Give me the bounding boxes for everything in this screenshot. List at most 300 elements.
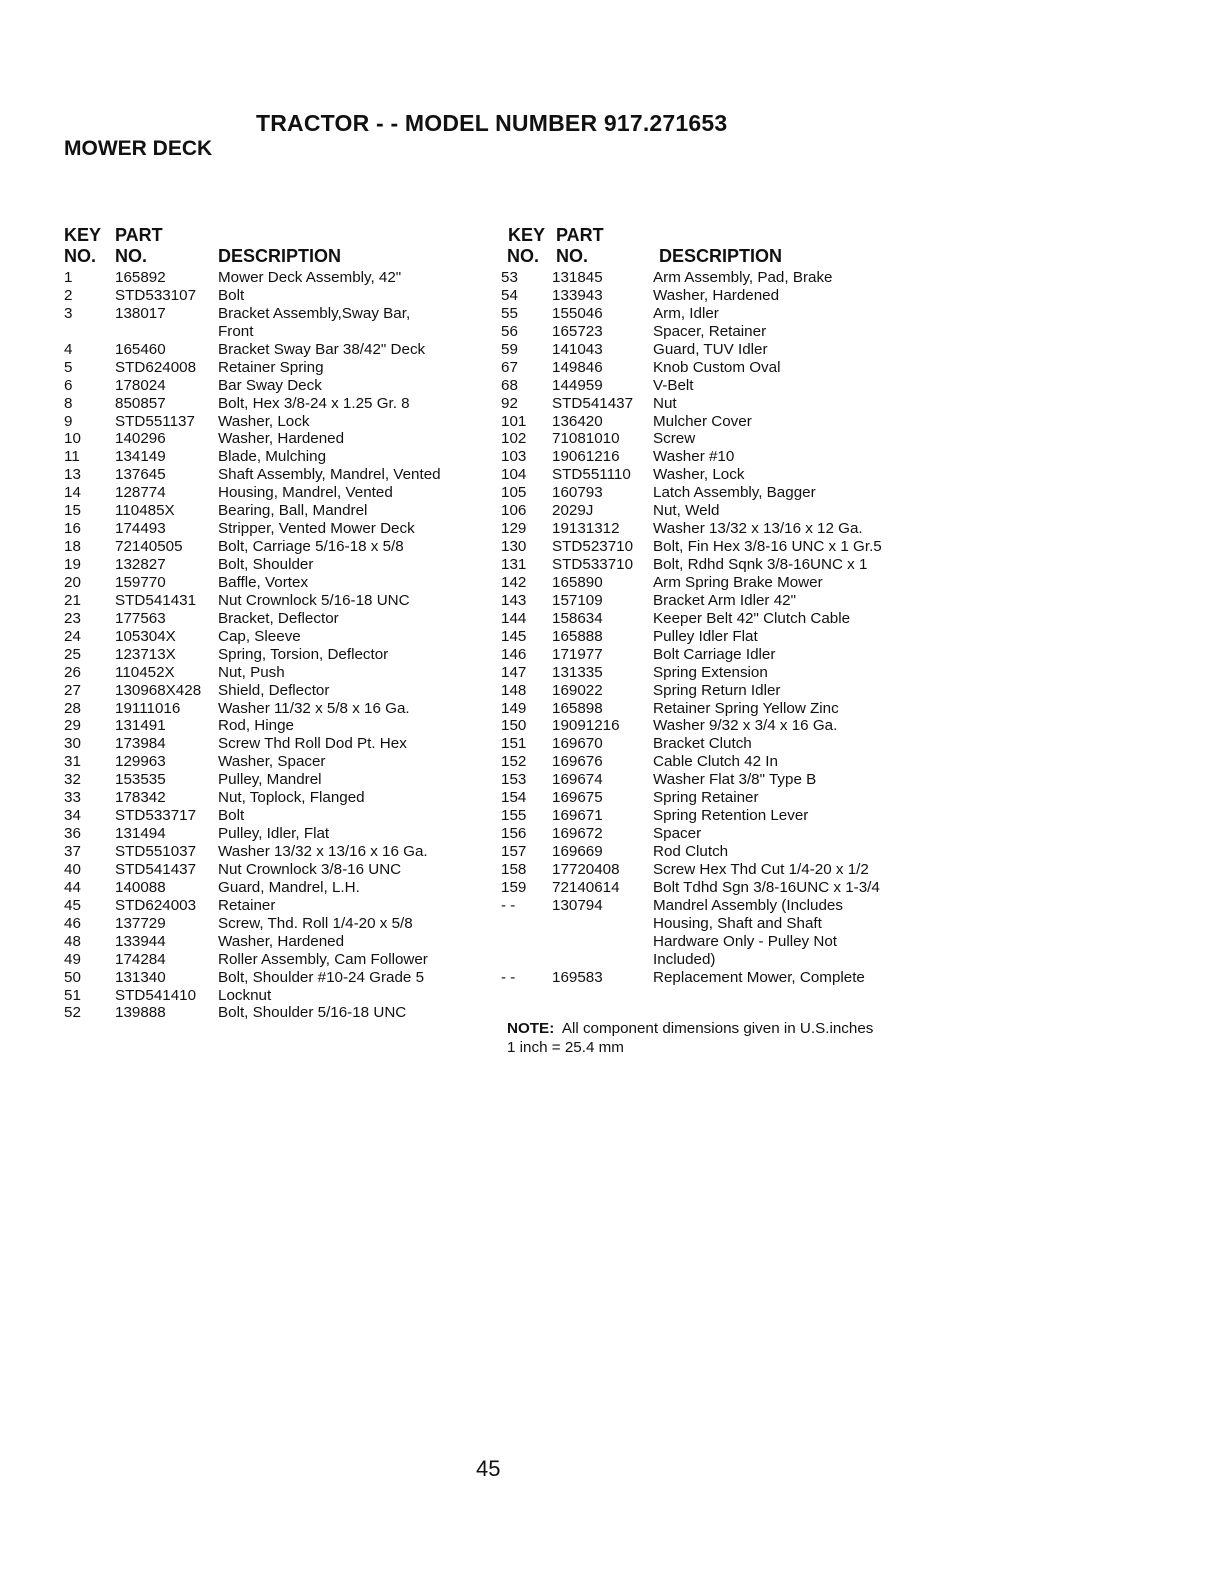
part-number: 155046 [552,304,603,322]
table-row [64,538,494,556]
table-row [501,520,921,538]
part-header-line1: PART [556,225,604,245]
part-description: Bolt, Shoulder 5/16-18 UNC [218,1004,407,1022]
table-row [64,951,494,969]
key-number: 158 [501,860,527,878]
key-header-line1: KEY [64,225,102,245]
part-description: Screw, Thd. Roll 1/4-20 x 5/8 [218,914,413,932]
note-text: All component dimensions given in U.S.inches [561,1020,874,1037]
part-number: 165460 [115,340,166,358]
key-number: 36 [64,825,81,843]
part-number: STD533717 [115,807,197,825]
table-row [501,287,921,305]
part-description: Washer 13/32 x 13/16 x 16 Ga. [218,843,428,860]
part-description: Washer 9/32 x 3/4 x 16 Ga. [653,717,838,735]
key-number: 157 [501,843,527,860]
part-number: STD523710 [552,538,634,556]
part-description: Bracket Assembly,Sway Bar, [218,304,411,322]
part-number: 140296 [115,430,166,448]
part-description: Bracket Arm Idler 42" [653,591,796,609]
table-row [501,413,921,431]
part-description: Arm, Idler [653,304,719,322]
key-number: 68 [501,376,518,394]
part-description: Keeper Belt 42" Clutch Cable [653,609,851,627]
part-description: Spacer [653,825,702,843]
part-number: 157109 [552,591,603,609]
key-number: 59 [501,340,518,358]
part-description: Baffle, Vortex [218,573,309,591]
part-number: 134149 [115,448,166,466]
table-row [501,753,921,771]
table-row [64,448,494,466]
part-description: Pulley, Idler, Flat [218,825,330,843]
part-number: 131491 [115,717,166,735]
part-description: Knob Custom Oval [653,358,781,376]
part-description: Washer #10 [653,448,735,466]
table-row [64,825,494,843]
part-description: Washer Flat 3/8" Type B [653,771,817,789]
table-row [501,592,921,610]
page-number: 45 [476,1456,501,1481]
key-number: 159 [501,878,527,896]
part-number: 72140505 [115,538,183,556]
part-number: 130968X428 [115,681,202,699]
key-number: 153 [501,771,527,789]
part-number: 17720408 [552,860,620,878]
part-number: 19131312 [552,520,620,538]
table-row [64,466,494,484]
table-row [64,717,494,735]
table-row [501,933,921,951]
part-description: Spring Retention Lever [653,807,809,825]
part-description: Hardware Only - Pulley Not [653,932,838,950]
key-number: 56 [501,322,518,340]
part-number: 165723 [552,322,603,340]
part-description: V-Belt [653,376,694,394]
table-row [501,700,921,718]
part-description: Shield, Deflector [218,681,330,699]
table-row [64,556,494,574]
part-description: Guard, Mandrel, L.H. [218,878,360,896]
table-row [64,574,494,592]
key-number: 54 [501,286,518,304]
key-number: 25 [64,645,81,663]
part-number: STD533107 [115,286,197,304]
part-number: 169676 [552,753,603,771]
table-row [64,502,494,520]
table-row [501,879,921,897]
part-description: Bolt Carriage Idler [653,645,776,663]
table-row [501,538,921,556]
table-row [64,323,494,341]
key-number: - - [501,896,516,914]
section-title: MOWER DECK [64,137,213,160]
table-row [64,789,494,807]
part-description: Bolt, Shoulder #10-24 Grade 5 [218,968,425,986]
part-number: 19061216 [552,448,620,466]
part-number: 165892 [115,269,166,286]
table-row [501,502,921,520]
part-description: Nut, Weld [653,502,720,520]
key-number: 92 [501,394,518,412]
key-number: 30 [64,735,81,753]
part-number: 71081010 [552,430,620,448]
part-description: Washer, Lock [218,412,310,430]
key-header-line2: NO. [64,246,97,266]
part-description: Cable Clutch 42 In [653,753,778,771]
part-number: 131335 [552,663,603,681]
part-description: Housing, Shaft and Shaft [653,914,822,932]
key-number: 15 [64,502,81,520]
table-row [64,287,494,305]
key-number: 143 [501,591,527,609]
parts-table-right [501,225,921,987]
table-row [64,1004,494,1022]
part-number: 131494 [115,825,166,843]
table-row [501,323,921,341]
table-row [501,843,921,861]
key-number: 8 [64,394,73,412]
part-description: Arm Spring Brake Mower [653,573,823,591]
part-description: Roller Assembly, Cam Follower [218,950,428,968]
part-number: 178024 [115,376,166,394]
part-description: Spring Return Idler [653,681,781,699]
table-row [501,377,921,395]
part-number: 131845 [552,269,603,286]
table-row [64,897,494,915]
part-number: 110485X [115,502,175,520]
part-description: Nut Crownlock 3/8-16 UNC [218,860,402,878]
key-number: 145 [501,627,527,645]
part-number: 138017 [115,304,166,322]
part-number: 165890 [552,573,603,591]
key-number: 3 [64,304,73,322]
part-description: Spring Extension [653,663,768,681]
key-number: 18 [64,538,81,556]
table-row [64,915,494,933]
key-number: 4 [64,340,73,358]
part-description: Washer, Spacer [218,753,326,771]
part-number: 174493 [115,520,166,538]
key-number: 21 [64,591,81,609]
table-row [501,771,921,789]
key-number: 19 [64,556,81,573]
key-number: 27 [64,681,81,699]
key-number: 67 [501,358,518,376]
part-number: 130794 [552,896,603,914]
table-row [64,430,494,448]
key-number: 146 [501,645,527,663]
part-number: 169674 [552,771,603,789]
part-number: 149846 [552,358,603,376]
table-row [64,700,494,718]
key-number: 149 [501,699,527,717]
key-number: 50 [64,968,81,986]
part-number: 169672 [552,825,603,843]
key-number: 105 [501,484,527,502]
part-description: Retainer [218,896,276,914]
part-number: 178342 [115,789,166,807]
part-description: Bolt, Fin Hex 3/8-16 UNC x 1 Gr.5 [653,538,882,556]
part-header-line2: NO. [556,246,589,266]
part-description: Bolt Tdhd Sgn 3/8-16UNC x 1-3/4 [653,878,880,896]
part-description: Guard, TUV Idler [653,340,768,358]
part-description: Shaft Assembly, Mandrel, Vented [218,466,441,484]
part-number: 129963 [115,753,166,771]
table-row [64,520,494,538]
part-number: STD624008 [115,358,197,376]
part-number: 174284 [115,950,166,968]
part-description: Front [218,322,254,340]
part-number: 169670 [552,735,603,753]
table-header [501,225,921,269]
table-row [501,395,921,413]
key-number: 103 [501,448,527,466]
table-row [501,969,921,987]
key-number: 24 [64,627,81,645]
key-number: 148 [501,681,527,699]
table-row [501,825,921,843]
table-row [501,646,921,664]
part-description: Washer, Hardened [653,286,780,304]
key-number: 10 [64,430,81,448]
part-number: 850857 [115,394,166,412]
table-row [501,610,921,628]
key-header-line2: NO. [507,246,540,266]
part-number: 141043 [552,340,603,358]
key-number: 9 [64,412,73,430]
part-description: Rod Clutch [653,843,729,860]
part-description: Bracket Clutch [653,735,752,753]
part-description: Spring Retainer [653,789,759,807]
table-row [64,305,494,323]
part-description: Stripper, Vented Mower Deck [218,520,415,538]
part-number: 110452X [115,663,175,681]
part-description: Nut [653,394,677,412]
part-number: STD551110 [552,466,631,484]
key-number: 152 [501,753,527,771]
table-header [64,225,494,269]
key-number: 13 [64,466,81,484]
key-number: 26 [64,663,81,681]
description-header: DESCRIPTION [218,246,342,266]
key-number: 1 [64,269,73,286]
right-rows [501,269,921,987]
part-description: Pulley Idler Flat [653,627,758,645]
key-number: 32 [64,771,81,789]
key-number: 31 [64,753,81,771]
table-row [501,915,921,933]
part-description: Spring, Torsion, Deflector [218,645,389,663]
part-number: 133943 [552,286,603,304]
part-number: 153535 [115,771,166,789]
part-description: Washer, Lock [653,466,745,484]
key-number: 28 [64,699,81,717]
part-header-line1: PART [115,225,163,245]
part-number: 171977 [552,645,603,663]
part-description: Screw Thd Roll Dod Pt. Hex [218,735,407,753]
table-row [501,466,921,484]
part-description: Pulley, Mandrel [218,771,322,789]
key-number: 46 [64,914,81,932]
part-description: Bolt [218,286,245,304]
part-description: Retainer Spring Yellow Zinc [653,699,839,717]
table-row [64,646,494,664]
key-number: 130 [501,538,527,556]
description-header: DESCRIPTION [659,246,783,266]
part-description: Rod, Hinge [218,717,294,735]
key-number: 20 [64,573,81,591]
part-number: 137645 [115,466,166,484]
table-row [64,753,494,771]
part-description: Bolt, Carriage 5/16-18 x 5/8 [218,538,404,556]
table-row [64,395,494,413]
part-description: Locknut [218,986,272,1004]
part-description: Nut, Toplock, Flanged [218,789,365,807]
key-number: 53 [501,269,518,286]
key-number: 147 [501,663,527,681]
key-number: 144 [501,609,527,627]
part-number: STD551137 [115,412,195,430]
key-number: 151 [501,735,527,753]
part-description: Spacer, Retainer [653,322,767,340]
table-row [64,807,494,825]
part-number: 137729 [115,914,166,932]
page-title: TRACTOR - - MODEL NUMBER 917.271653 [256,110,728,136]
part-number: STD541437 [115,860,197,878]
part-number: 2029J [552,502,594,520]
part-number: STD541410 [115,986,197,1004]
part-number: 139888 [115,1004,166,1022]
part-description: Washer 13/32 x 13/16 x 12 Ga. [653,520,863,538]
table-row [501,951,921,969]
part-number: 105304X [115,627,176,645]
part-description: Housing, Mandrel, Vented [218,484,393,502]
table-row [501,574,921,592]
table-row [64,843,494,861]
key-number: 154 [501,789,527,807]
part-description: Mulcher Cover [653,412,752,430]
table-row [64,484,494,502]
table-row [64,933,494,951]
key-number: 40 [64,860,81,878]
key-number: 23 [64,609,81,627]
part-description: Washer, Hardened [218,932,345,950]
part-number: 158634 [552,609,603,627]
part-number: STD541437 [552,394,634,412]
part-number: 159770 [115,573,166,591]
part-number: 131340 [115,968,166,986]
part-number: 165888 [552,627,603,645]
part-number: 136420 [552,412,603,430]
part-number: 133944 [115,932,166,950]
table-row [64,861,494,879]
key-number: 6 [64,376,73,394]
table-row [501,807,921,825]
key-number: 37 [64,843,81,860]
table-row [64,664,494,682]
part-description: Bolt [218,807,245,825]
table-row [501,269,921,287]
part-number: 169675 [552,789,603,807]
key-number: 150 [501,717,527,735]
key-header-line1: KEY [508,225,546,245]
table-row [501,897,921,915]
part-number: 165898 [552,699,603,717]
part-number: 169669 [552,843,603,860]
part-description: Bolt, Rdhd Sqnk 3/8-16UNC x 1 [653,556,868,573]
key-number: 52 [64,1004,81,1022]
part-number: 123713X [115,645,176,663]
dimension-note [507,1019,873,1057]
key-number: 5 [64,358,73,376]
key-number: 51 [64,986,81,1004]
part-number: 19091216 [552,717,620,735]
key-number: 11 [64,448,80,466]
table-row [501,861,921,879]
key-number: 29 [64,717,81,735]
table-row [501,789,921,807]
table-row [64,359,494,377]
part-description: Cap, Sleeve [218,627,301,645]
part-description: Bar Sway Deck [218,376,322,394]
part-number: STD624003 [115,896,197,914]
part-description: Latch Assembly, Bagger [653,484,816,502]
part-description: Nut Crownlock 5/16-18 UNC [218,591,410,609]
part-description: Nut, Push [218,663,285,681]
part-number: 173984 [115,735,166,753]
table-row [64,610,494,628]
note-conversion: 1 inch = 25.4 mm [507,1039,624,1056]
part-number: STD541431 [115,591,197,609]
part-number: 144959 [552,376,603,394]
part-number: 169022 [552,681,603,699]
table-row [64,413,494,431]
key-number: 45 [64,896,81,914]
table-row [501,430,921,448]
key-number: 129 [501,520,527,538]
key-number: 155 [501,807,527,825]
table-row [501,682,921,700]
key-number: 156 [501,825,527,843]
table-row [64,628,494,646]
key-number: 101 [501,412,527,430]
table-row [64,987,494,1005]
part-number: 160793 [552,484,603,502]
key-number: 49 [64,950,81,968]
part-description: Washer, Hardened [218,430,345,448]
table-row [64,735,494,753]
key-number: 14 [64,484,81,502]
key-number: 131 [501,556,527,573]
table-row [64,592,494,610]
part-number: 169583 [552,968,603,986]
part-description: Screw Hex Thd Cut 1/4-20 x 1/2 [653,860,869,878]
part-description: Replacement Mower, Complete [653,968,865,986]
part-description: Bracket, Deflector [218,609,339,627]
part-description: Bolt, Shoulder [218,556,314,573]
table-row [501,735,921,753]
part-number: 177563 [115,609,166,627]
key-number: 44 [64,878,81,896]
part-number: 169671 [552,807,603,825]
part-number: 128774 [115,484,166,502]
part-description: Bracket Sway Bar 38/42" Deck [218,340,426,358]
table-row [64,269,494,287]
part-description: Bearing, Ball, Mandrel [218,502,368,520]
table-row [64,771,494,789]
part-number: 140088 [115,878,166,896]
